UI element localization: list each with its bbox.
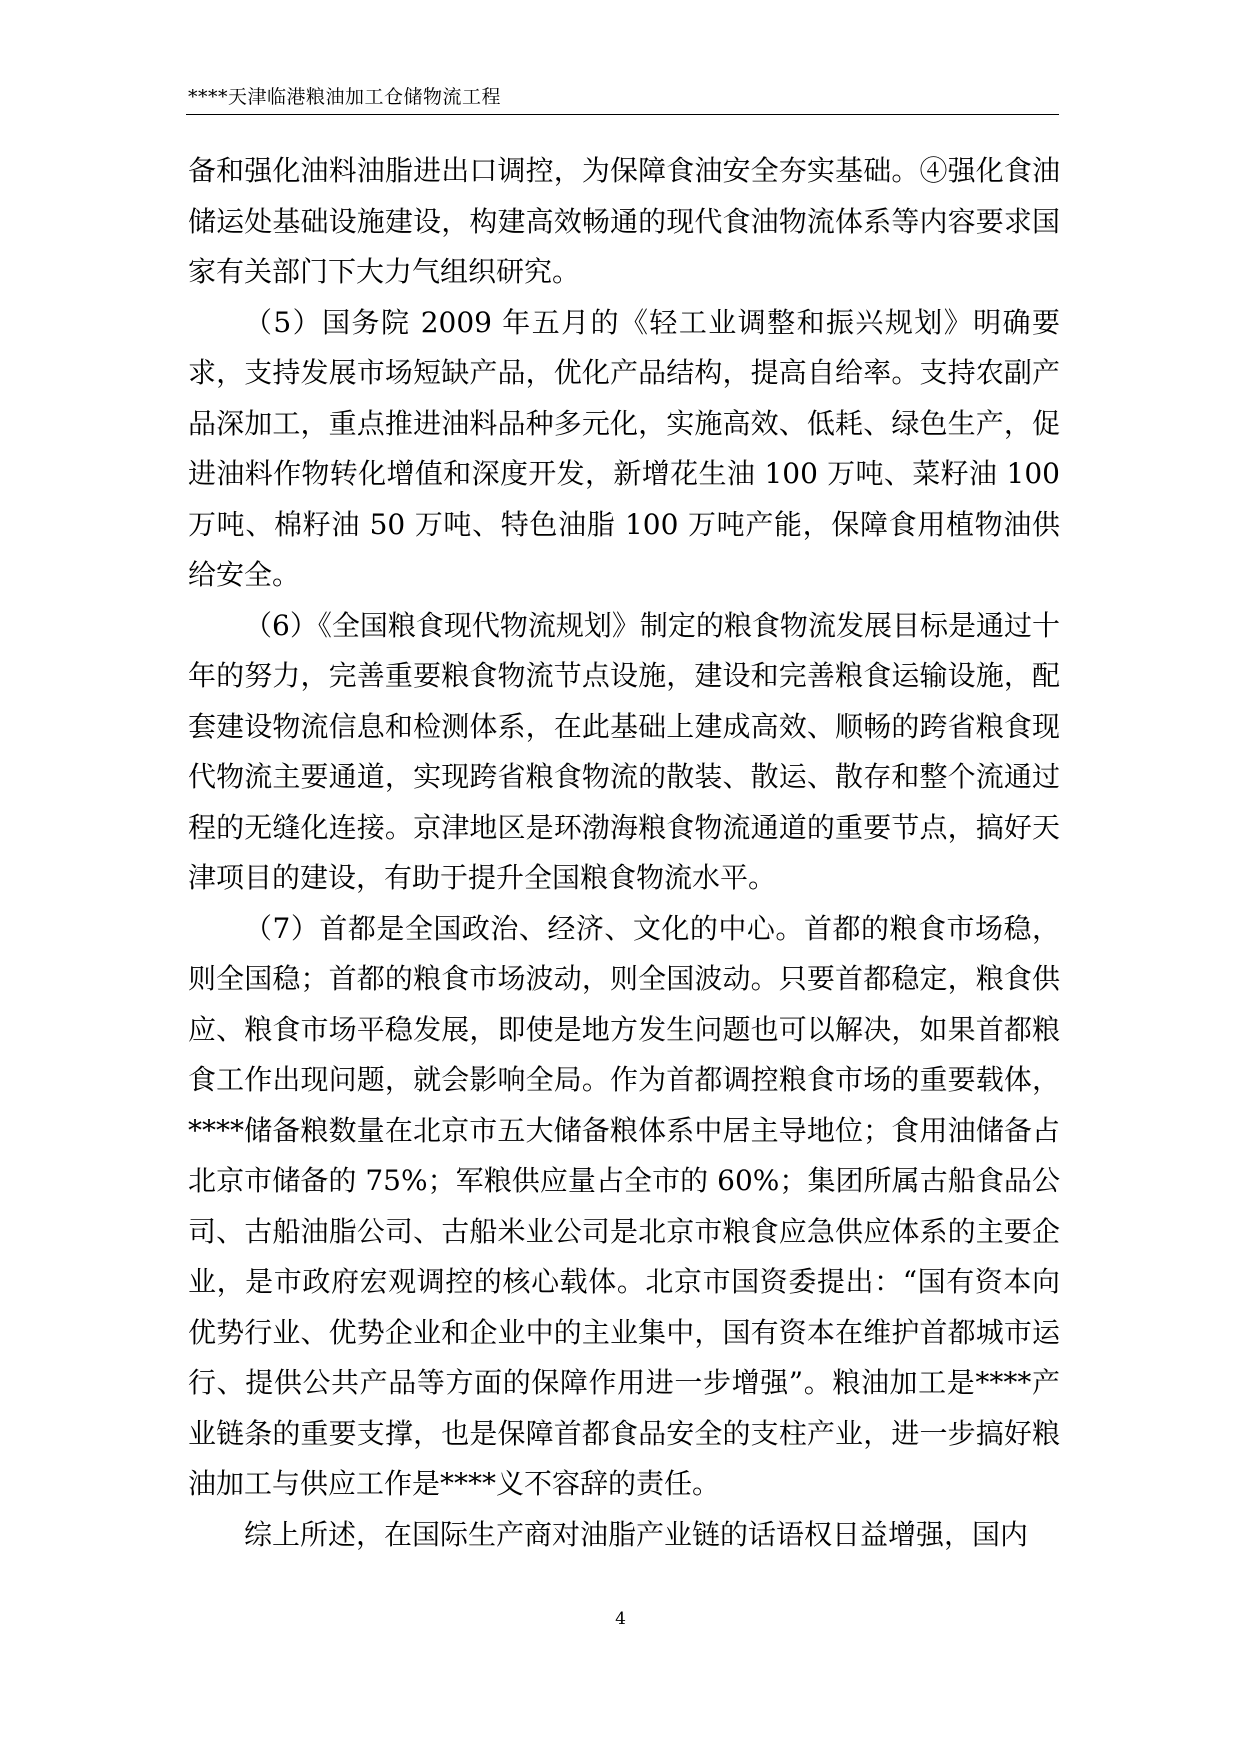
paragraph-item-6: （6）《全国粮食现代物流规划》制定的粮食物流发展目标是通过十年的努力，完善重要粮食物流节点设施，建设和完善粮食运输设施，配套建设物流信息和检测体系，在此基础上建成高效、顺畅的跨省粮食现代物流主要通道，实现跨省粮食物流的散装、散运、散存和整个流通过程的无缝化连接。京津地区是环渤海粮食物流通道的重要节点，搞好天津项目的建设，有助于提升全国粮食物流水平。 (188, 608, 1060, 894)
running-header: ****天津临港粮油加工仓储物流工程 (188, 86, 502, 108)
paragraph-item-5: （5）国务院 2009 年五月的《轻工业调整和振兴规划》明确要求，支持发展市场短缺产品，优化产品结构，提高自给率。支持农副产品深加工，重点推进油料品种多元化，实施高效、低耗、绿色生产，促进油料作物转化增值和深度开发，新增花生油 100 万吨、菜籽油 100 万吨、棉籽油 50 万吨、特色油脂 100 万吨产能，保障食用植物油供给安全。 (188, 305, 1060, 591)
header-divider (186, 114, 1059, 115)
body-text (188, 146, 1060, 1560)
page-number: 4 (615, 1609, 626, 1629)
paragraph-continuation: 备和强化油料油脂进出口调控，为保障食油安全夯实基础。④强化食油储运处基础设施建设，构建高效畅通的现代食油物流体系等内容要求国家有关部门下大力气组织研究。 (188, 154, 1060, 288)
paragraph-item-7: （7）首都是全国政治、经济、文化的中心。首都的粮食市场稳，则全国稳；首都的粮食市场波动，则全国波动。只要首都稳定，粮食供应、粮食市场平稳发展，即使是地方发生问题也可以解决，如果首都粮食工作出现问题，就会影响全局。作为首都调控粮食市场的重要载体，****储备粮数量在北京市五大储备粮体系中居主导地位；食用油储备占北京市储备的 75%；军粮供应量占全市的 60%；集团所属古船食品公司、古船油脂公司、古船米业公司是北京市粮食应急供应体系的主要企业，是市政府宏观调控的核心载体。北京市国资委提出：“国有资本向优势行业、优势企业和企业中的主业集中，国有资本在维护首都城市运行、提供公共产品等方面的保障作用进一步增强”。粮油加工是****产业链条的重要支撑，也是保障首都食品安全的支柱产业，进一步搞好粮油加工与供应工作是****义不容辞的责任。 (188, 911, 1060, 1500)
paragraph-summary: 综上所述，在国际生产商对油脂产业链的话语权日益增强，国内 (244, 1517, 1029, 1551)
